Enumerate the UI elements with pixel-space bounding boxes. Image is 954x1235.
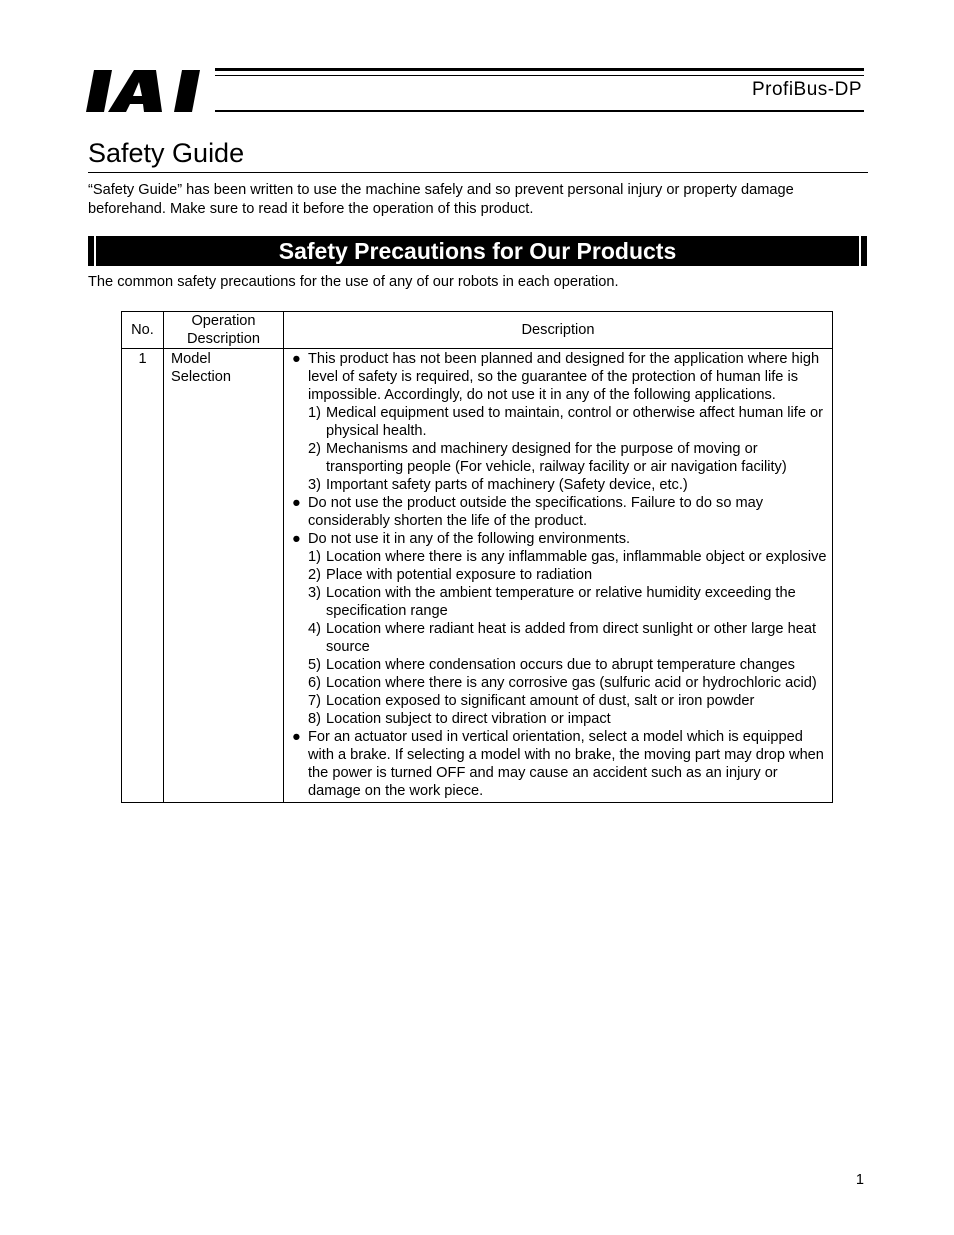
page-title: Safety Guide: [88, 138, 245, 168]
sub-item-text: Location exposed to significant amount of dust, salt or iron powder: [326, 693, 755, 709]
sub-item: [292, 692, 828, 710]
bullet-text: Do not use it in any of the following environments.: [308, 531, 631, 547]
header-no: No.: [122, 312, 164, 349]
row-number: 1: [122, 349, 164, 803]
sub-item-number: 4): [308, 621, 321, 637]
sub-item-number: 3): [308, 585, 321, 601]
bullet-text: This product has not been planned and designed for the application where high level of safety is required, so the guarantee of the protection of human life is impossible. Accordingly, do not use it in any of the following applications.: [308, 351, 820, 403]
sub-item-text: Medical equipment used to maintain, control or otherwise affect human life or physical health.: [326, 405, 823, 439]
sub-item-number: 8): [308, 711, 321, 727]
operation-line2: Selection: [171, 369, 232, 385]
sub-item: [292, 440, 828, 476]
sub-item-text: Location where radiant heat is added from direct sunlight or other large heat source: [326, 621, 816, 655]
header-rule-top: [215, 68, 864, 71]
sub-item: [292, 674, 828, 692]
bullet-text: For an actuator used in vertical orientation, select a model which is equipped with a brake. If selecting a model with no brake, the moving part may drop when the power is turned OFF and may cause an accident such as an injury or damage on the work piece.: [308, 729, 824, 799]
table-row: [122, 349, 833, 803]
sub-item-text: Location where there is any inflammable gas, inflammable object or explosive: [326, 549, 827, 565]
lead-sentence: The common safety precautions for the use of any of our robots in each operation.: [88, 274, 619, 290]
sub-item-text: Important safety parts of machinery (Safety device, etc.): [326, 477, 688, 493]
sub-item-text: Location where there is any corrosive gas (sulfuric acid or hydrochloric acid): [326, 675, 817, 691]
table-header-row: [122, 312, 833, 349]
header-description: Description: [284, 312, 833, 349]
intro-paragraph: “Safety Guide” has been written to use the machine safely and so prevent personal injury or property damage beforehand. Make sure to read it before the operation of this product.: [88, 182, 794, 217]
description-cell: [284, 349, 833, 803]
header-operation-line2: Description: [187, 331, 260, 347]
sub-item-text: Location subject to direct vibration or impact: [326, 711, 611, 727]
operation-line1: Model: [171, 351, 211, 367]
precautions-table: [121, 311, 833, 803]
header-operation-line1: Operation: [191, 313, 256, 329]
bullet-item: [292, 350, 828, 404]
sub-item: [292, 620, 828, 656]
sub-item-number: 7): [308, 693, 321, 709]
sub-item: [292, 656, 828, 674]
sub-item-text: Place with potential exposure to radiation: [326, 567, 593, 583]
sub-item-text: Location where condensation occurs due to abrupt temperature changes: [326, 657, 795, 673]
sub-item-number: 2): [308, 567, 321, 583]
header-rule-top-thin: [215, 75, 864, 76]
sub-item: [292, 476, 828, 494]
page-number: 1: [855, 1172, 864, 1188]
sub-item-number: 6): [308, 675, 321, 691]
iai-logo: [86, 68, 206, 114]
product-name: ProfiBus-DP: [751, 79, 862, 100]
header-operation: [164, 312, 284, 349]
banner-bar-right: [859, 236, 861, 266]
bullet-text: Do not use the product outside the specifications. Failure to do so may considerably shorten the life of the product.: [308, 495, 764, 529]
sub-item: [292, 710, 828, 728]
bullet-item: [292, 494, 828, 530]
section-banner: [88, 236, 867, 266]
sub-item-number: 2): [308, 441, 321, 457]
sub-item-number: 3): [308, 477, 321, 493]
sub-item: [292, 404, 828, 440]
sub-item-number: 5): [308, 657, 321, 673]
sub-item: [292, 548, 828, 566]
sub-item-number: 1): [308, 549, 321, 565]
banner-bar-left: [94, 236, 96, 266]
bullet-icon: ●: [292, 729, 301, 745]
bullet-icon: ●: [292, 495, 301, 511]
sub-item-text: Mechanisms and machinery designed for the purpose of moving or transporting people (For vehicle, railway facility or air navigation facility): [326, 441, 787, 475]
title-divider: [88, 172, 868, 173]
sub-item-number: 1): [308, 405, 321, 421]
sub-item: [292, 584, 828, 620]
operation-cell: [164, 349, 284, 803]
bullet-item: [292, 728, 828, 800]
header-rule-bottom: [215, 110, 864, 112]
bullet-item: [292, 530, 828, 548]
bullet-icon: ●: [292, 531, 301, 547]
bullet-icon: ●: [292, 351, 301, 367]
sub-item: [292, 566, 828, 584]
banner-title: Safety Precautions for Our Products: [278, 238, 677, 264]
sub-item-text: Location with the ambient temperature or relative humidity exceeding the specification range: [326, 585, 796, 619]
